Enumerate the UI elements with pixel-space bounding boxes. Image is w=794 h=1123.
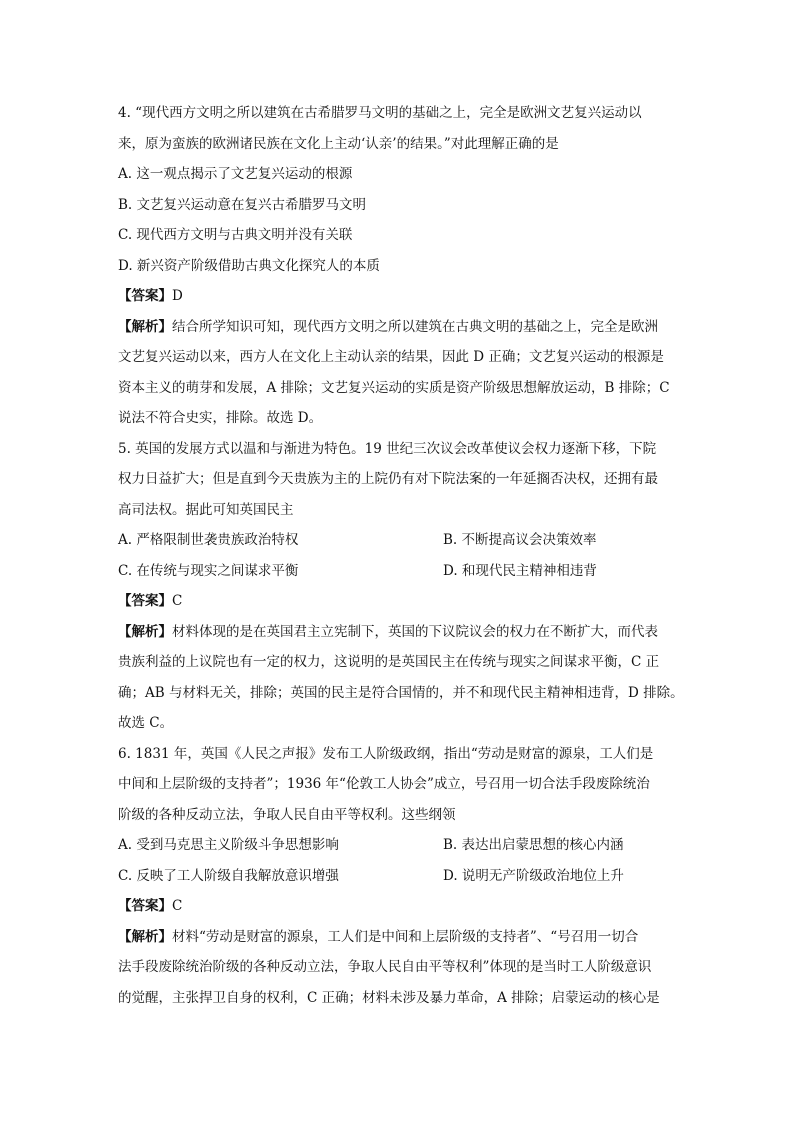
- answer-line: [118, 586, 683, 617]
- analysis-text: 结合所学知识可知，现代西方文明之所以建筑在古典文明的基础之上，完全是欧洲: [172, 318, 658, 335]
- option-a: A. 受到马克思主义阶级斗争思想影响: [118, 837, 339, 853]
- options-row: [118, 830, 683, 861]
- question-5: [118, 434, 683, 739]
- question-stem-line: 5. 英国的发展方式以温和与渐进为特色。19 世纪三次议会改革使议会权力逐渐下移，下院: [118, 440, 657, 457]
- analysis-line: [118, 312, 683, 343]
- option-b: B. 文艺复兴运动意在复兴古希腊罗马文明: [118, 196, 367, 213]
- question-stem-line: 权力日益扩大；但是直到今天贵族为主的上院仍有对下院法案的一年延搁否决权，还拥有最: [118, 471, 658, 487]
- answer-line: [118, 891, 683, 922]
- analysis-text: 贵族利益的上议院也有一定的权力，这说明的是英国民主在传统与现实之间谋求平衡，C 正: [118, 654, 660, 670]
- analysis-line: [118, 617, 683, 648]
- question-stem-line: 来，原为蛮族的欧洲诸民族在文化上主动‘认亲’的结果。”对此理解正确的是: [118, 135, 559, 152]
- option-b: B. 表达出启蒙思想的核心内涵: [443, 837, 624, 853]
- document-page: [118, 98, 683, 1013]
- answer-label: 【答案】: [118, 288, 172, 304]
- question-stem-line: 中间和上层阶级的支持者”；1936 年“伦敦工人协会”成立，号召用一切合法手段废除统治: [118, 776, 650, 792]
- option-a: A. 这一观点揭示了文艺复兴运动的根源: [118, 166, 353, 182]
- question-stem-line: 6. 1831 年，英国《人民之声报》发布工人阶级政纲，指出“劳动是财富的源泉，工人们是: [118, 745, 654, 762]
- analysis-label: 【解析】: [118, 928, 172, 945]
- question-4: [118, 98, 683, 434]
- answer-label: 【答案】: [118, 593, 172, 609]
- options-row: [118, 556, 683, 587]
- option-b: B. 不断提高议会决策效率: [443, 532, 597, 548]
- option-a: A. 严格限制世袭贵族政治特权: [118, 532, 299, 548]
- answer-line: [118, 281, 683, 312]
- answer-value: C: [172, 593, 183, 609]
- analysis-text: 确；AB 与材料无关，排除；英国的民主是符合国情的，并不和现代民主精神相违背，D 排除。: [118, 684, 684, 701]
- question-6: [118, 739, 683, 1014]
- analysis-text: 法手段废除统治阶级的各种反动立法，争取人民自由平等权利”体现的是当时工人阶级意识: [118, 959, 652, 975]
- analysis-line: [118, 922, 683, 953]
- question-stem-line: 高司法权。据此可知英国民主: [118, 501, 294, 518]
- analysis-label: 【解析】: [118, 318, 172, 335]
- analysis-text: 文艺复兴运动以来，西方人在文化上主动认亲的结果，因此 D 正确；文艺复兴运动的根源是: [118, 349, 664, 365]
- analysis-text: 资本主义的萌芽和发展，A 排除；文艺复兴运动的实质是资产阶级思想解放运动，B 排除；C: [118, 379, 670, 396]
- answer-label: 【答案】: [118, 898, 172, 914]
- option-c: C. 反映了工人阶级自我解放意识增强: [118, 867, 339, 884]
- answer-value: D: [172, 288, 183, 304]
- answer-value: C: [172, 898, 183, 914]
- options-row: [118, 525, 683, 556]
- option-d: D. 和现代民主精神相违背: [443, 562, 597, 579]
- analysis-label: 【解析】: [118, 623, 172, 640]
- analysis-text: 的觉醒，主张捍卫自身的权利，C 正确；材料未涉及暴力革命，A 排除；启蒙运动的核心是: [118, 989, 660, 1006]
- option-d: D. 新兴资产阶级借助古典文化探究人的本质: [118, 257, 380, 274]
- question-stem-line: 阶级的各种反动立法，争取人民自由平等权利。这些纲领: [118, 806, 456, 823]
- option-c: C. 现代西方文明与古典文明并没有关联: [118, 227, 353, 243]
- analysis-text: 故选 C。: [118, 715, 174, 731]
- question-stem-line: 4. “现代西方文明之所以建筑在古希腊罗马文明的基础之上，完全是欧洲文艺复兴运动以: [118, 105, 642, 121]
- analysis-text: 材料“劳动是财富的源泉，工人们是中间和上层阶级的支持者”、“号召用一切合: [172, 928, 639, 945]
- analysis-text: 说法不符合史实，排除。故选 D。: [118, 410, 323, 426]
- analysis-text: 材料体现的是在英国君主立宪制下，英国的下议院议会的权力在不断扩大，而代表: [172, 623, 658, 640]
- option-c: C. 在传统与现实之间谋求平衡: [118, 562, 299, 579]
- options-row: [118, 861, 683, 892]
- option-d: D. 说明无产阶级政治地位上升: [443, 867, 624, 884]
